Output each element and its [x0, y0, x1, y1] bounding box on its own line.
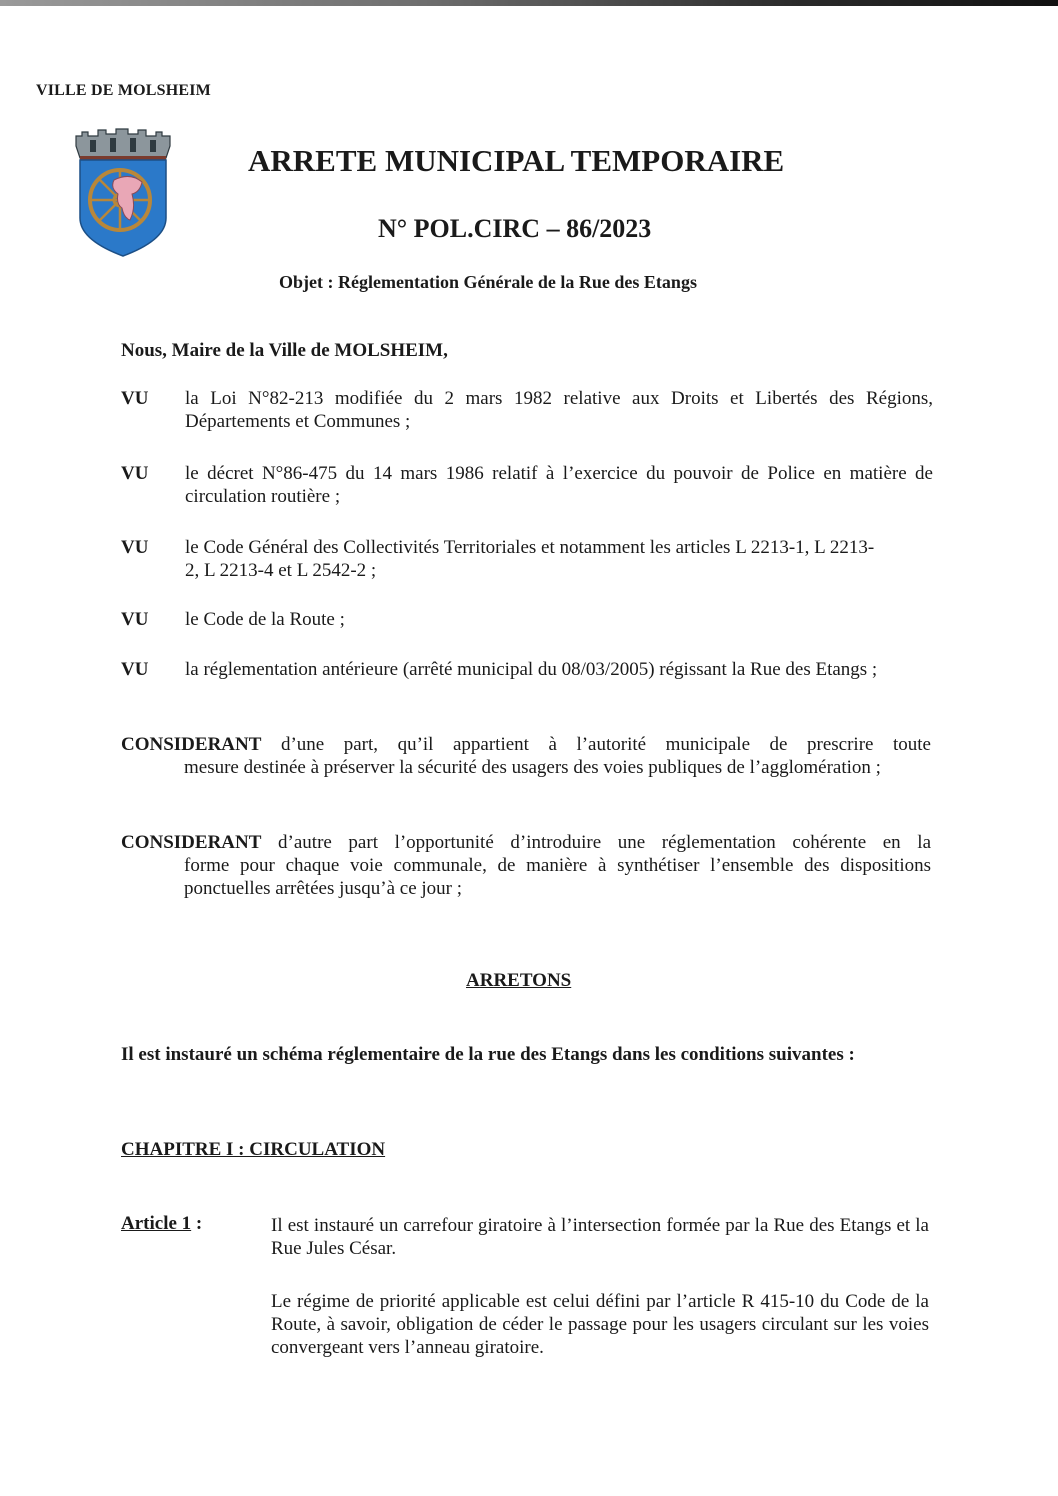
considerant-clause [121, 831, 931, 900]
article-paragraph: Le régime de priorité applicable est celui défini par l’article R 415-10 du Code de la Route, à savoir, obligation de céder le passage pour les usagers circulant sur les voies convergeant vers l’anneau giratoire. [271, 1291, 929, 1358]
considerant-text-rest: mesure destinée à préserver la sécurité des usagers des voies publiques de l’agglomération ; [184, 757, 881, 778]
mayor-statement: Nous, Maire de la Ville de MOLSHEIM, [121, 340, 448, 361]
document-title-text: ARRETE MUNICIPAL TEMPORAIRE [248, 143, 785, 178]
considerant-text-start: d’autre part l’opportunité d’introduire une réglementation cohérente en la [278, 832, 931, 853]
vu-text: le Code de la Route ; [185, 609, 345, 630]
vu-text: le Code Général des Collectivités Territoriales et notamment les articles L 2213-1, L 2213-2, L 2213-4 et L 2542-2 ; [185, 537, 875, 581]
considerant-label: CONSIDERANT [121, 734, 262, 755]
vu-text: le décret N°86-475 du 14 mars 1986 relatif à l’exercice du pouvoir de Police en matière de circulation routière ; [185, 463, 933, 507]
considerant-text-rest: forme pour chaque voie communale, de manière à synthétiser l’ensemble des dispositions ponctuelles arrêtées jusqu’à ce jour ; [184, 855, 931, 899]
decision-intro: Il est instauré un schéma réglementaire de la rue des Etangs dans les conditions suivantes : [121, 1044, 855, 1065]
article-label [121, 1213, 202, 1235]
considerant-label: CONSIDERANT [121, 832, 262, 853]
considerant-text-start: d’une part, qu’il appartient à l’autorité municipale de prescrire toute [280, 734, 931, 755]
vu-label: VU [121, 388, 149, 409]
coat-of-arms-icon [70, 128, 176, 258]
document-subject-text: Objet : Réglementation Générale de la Rue des Etangs [279, 272, 697, 292]
article-number: Article 1 [121, 1213, 192, 1234]
vu-text: la Loi N°82-213 modifiée du 2 mars 1982 relative aux Droits et Libertés des Régions, Départements et Communes ; [185, 388, 933, 432]
vu-clause [121, 462, 933, 508]
article-colon: : [191, 1213, 203, 1234]
chapter-heading: CHAPITRE I : CIRCULATION [121, 1139, 386, 1160]
vu-clause [121, 658, 933, 681]
considerant-first-line [121, 831, 931, 854]
considerant-first-line [121, 733, 931, 756]
city-name: VILLE DE MOLSHEIM [36, 82, 211, 99]
considerant-clause [121, 733, 931, 779]
vu-text: la réglementation antérieure (arrêté municipal du 08/03/2005) régissant la Rue des Etangs ; [185, 659, 878, 680]
document-number-text: N° POL.CIRC – 86/2023 [378, 214, 652, 243]
article-paragraph: Il est instauré un carrefour giratoire à l’intersection formée par la Rue des Etangs et la Rue Jules César. [271, 1215, 929, 1259]
vu-clause [121, 608, 933, 631]
scan-edge [0, 0, 1058, 6]
vu-label: VU [121, 537, 149, 558]
arretons-heading: ARRETONS [466, 970, 572, 991]
vu-clause [121, 387, 933, 433]
vu-clause [121, 536, 933, 582]
vu-label: VU [121, 609, 149, 630]
vu-label: VU [121, 463, 149, 484]
vu-label: VU [121, 659, 149, 680]
